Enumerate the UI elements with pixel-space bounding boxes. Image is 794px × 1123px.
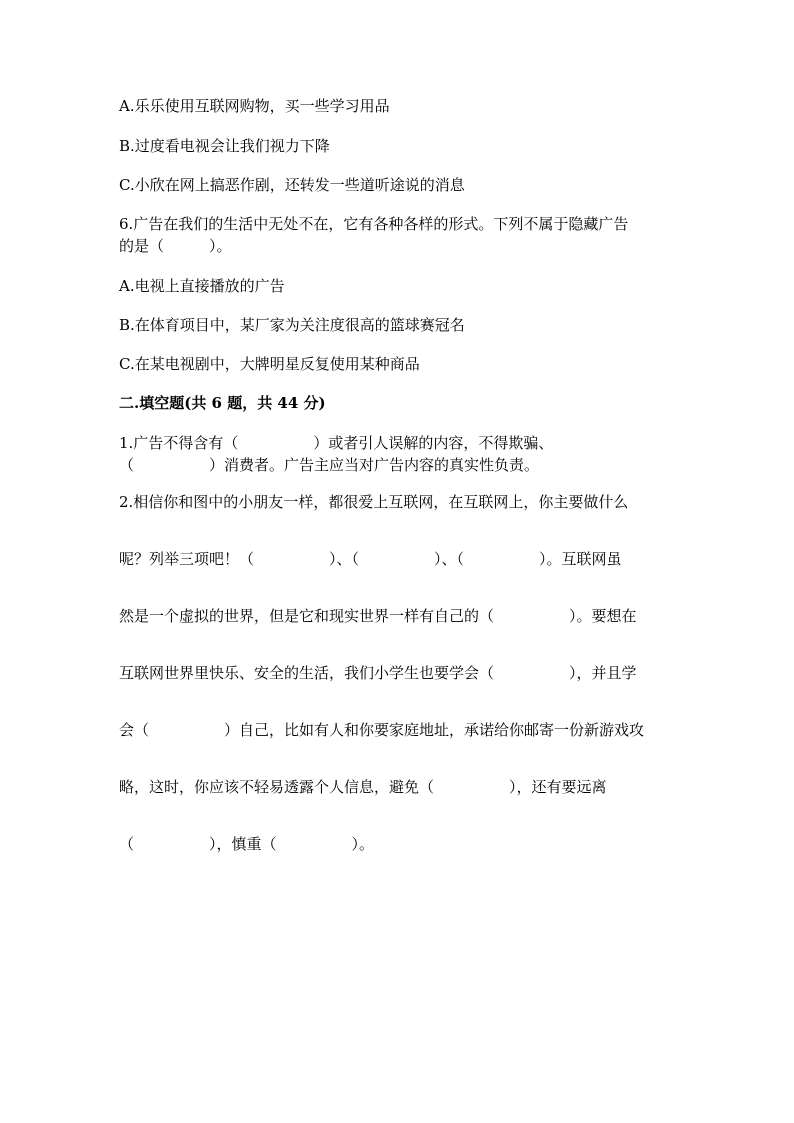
fill2-line7: （ ），慎重（ ）。 (119, 835, 375, 853)
q5-option-a: A.乐乐使用互联网购物，买一些学习用品 (119, 97, 390, 115)
fill2-line4: 互联网世界里快乐、安全的生活，我们小学生也要学会（ ），并且学 (119, 664, 637, 682)
fill2-line3: 然是一个虚拟的世界，但是它和现实世界一样有自己的（ ）。要想在 (119, 607, 637, 625)
q6-option-a: A.电视上直接播放的广告 (119, 277, 285, 295)
q5-option-c: C.小欣在网上搞恶作剧，还转发一些道听途说的消息 (119, 176, 465, 194)
q5-option-b: B.过度看电视会让我们视力下降 (119, 137, 330, 155)
q6-stem-line2: 的是（ ）。 (119, 237, 232, 255)
q6-stem-line1: 6.广告在我们的生活中无处不在，它有各种各样的形式。下列不属于隐藏广告 (119, 215, 629, 233)
fill2-line2: 呢？列举三项吧！（ ）、（ ）、（ ）。互联网虽 (119, 550, 622, 568)
fill2-line5: 会（ ）自己，比如有人和你要家庭地址，承诺给你邮寄一份新游戏攻 (119, 721, 645, 739)
q6-option-b: B.在体育项目中，某厂家为关注度很高的篮球赛冠名 (119, 316, 465, 334)
fill1-line1: 1.广告不得含有（ ）或者引人误解的内容，不得欺骗、 (119, 434, 554, 452)
fill2-line1: 2.相信你和图中的小朋友一样，都很爱上互联网，在互联网上，你主要做什么 (119, 493, 629, 511)
section-heading: 二.填空题(共 6 题，共 44 分) (119, 394, 326, 412)
fill2-line6: 略，这时，你应该不轻易透露个人信息，避免（ ），还有要远离 (119, 778, 607, 796)
q6-option-c: C.在某电视剧中，大牌明星反复使用某种商品 (119, 355, 420, 373)
fill1-line2: （ ）消费者。广告主应当对广告内容的真实性负责。 (119, 456, 540, 474)
